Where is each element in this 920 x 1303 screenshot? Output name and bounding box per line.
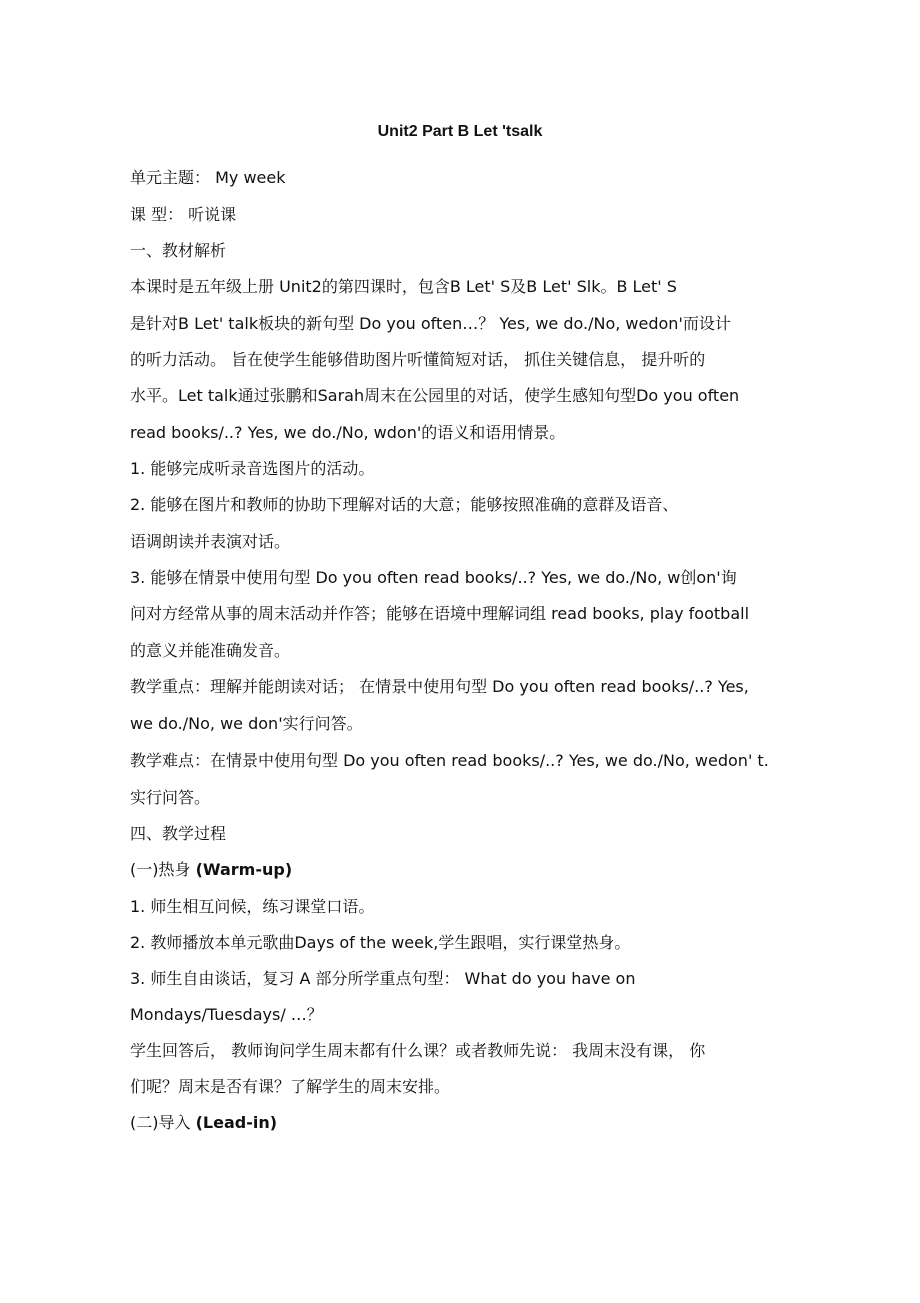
section-heading-analysis: 一、教材解析 (130, 241, 227, 260)
lesson-type-line: 课 型： 听说课 (130, 205, 237, 224)
section-heading-warmup (130, 859, 292, 881)
objective-item: 2. 能够在图片和教师的协助下理解对话的大意；能够按照准确的意群及语音、 (130, 495, 679, 514)
process-item: 3. 师生自由谈话，复习 A 部分所学重点句型： What do you have on (130, 969, 636, 988)
paragraph-line: 问对方经常从事的周末活动并作答；能够在语境中理解词组 read books, play football (130, 604, 750, 623)
paragraph-line: 的听力活动。 旨在使学生能够借助图片听懂简短对话， 抓住关键信息， 提升听的 (130, 350, 706, 369)
document-title: Unit2 Part B Let 'tsalk (377, 123, 543, 140)
key-points-line: 教学重点：理解并能朗读对话； 在情景中使用句型 Do you often read books/..? Yes, (130, 677, 749, 696)
process-item: 2. 教师播放本单元歌曲Days of the week,学生跟唱，实行课堂热身。 (130, 933, 631, 952)
paragraph-line: 语调朗读并表演对话。 (130, 532, 291, 551)
paragraph-line: read books/..? Yes, we do./No, wdon'的语义和语用情景。 (130, 423, 566, 442)
process-item: 1. 师生相互问候，练习课堂口语。 (130, 897, 375, 916)
paragraph-line: 是针对B Let' talk板块的新句型 Do you often…？ Yes, we do./No, wedon'而设计 (130, 314, 731, 333)
paragraph-line: we do./No, we don'实行问答。 (130, 714, 363, 733)
paragraph-line: 实行问答。 (130, 788, 211, 807)
difficult-points-line: 教学难点：在情景中使用句型 Do you often read books/..? Yes, we do./No, wedon' t. (130, 751, 769, 770)
paragraph-line: 学生回答后， 教师询问学生周末都有什么课？或者教师先说： 我周末没有课， 你 (130, 1041, 706, 1060)
leadin-prefix: (二)导入 (130, 1113, 191, 1132)
paragraph-line: 的意义并能准确发音。 (130, 641, 291, 660)
warmup-prefix: (一)热身 (130, 860, 191, 879)
section-heading-leadin (130, 1112, 277, 1134)
paragraph-line: 本课时是五年级上册 Unit2的第四课时，包含B Let' S及B Let' Slk。B Let' S (130, 277, 677, 296)
warmup-label: (Warm-up) (195, 860, 293, 879)
unit-theme-line: 单元主题： My week (130, 168, 286, 187)
section-heading-process: 四、教学过程 (130, 824, 227, 843)
paragraph-line: 水平。Let talk通过张鹏和Sarah周末在公园里的对话，使学生感知句型Do you often (130, 386, 740, 405)
leadin-label: (Lead-in) (195, 1113, 278, 1132)
paragraph-line: Mondays/Tuesdays/ …？ (130, 1005, 323, 1024)
objective-item: 3. 能够在情景中使用句型 Do you often read books/..? Yes, we do./No, w创on'询 (130, 568, 737, 587)
paragraph-line: 们呢？周末是否有课？了解学生的周末安排。 (130, 1077, 451, 1096)
objective-item: 1. 能够完成听录音选图片的活动。 (130, 459, 375, 478)
